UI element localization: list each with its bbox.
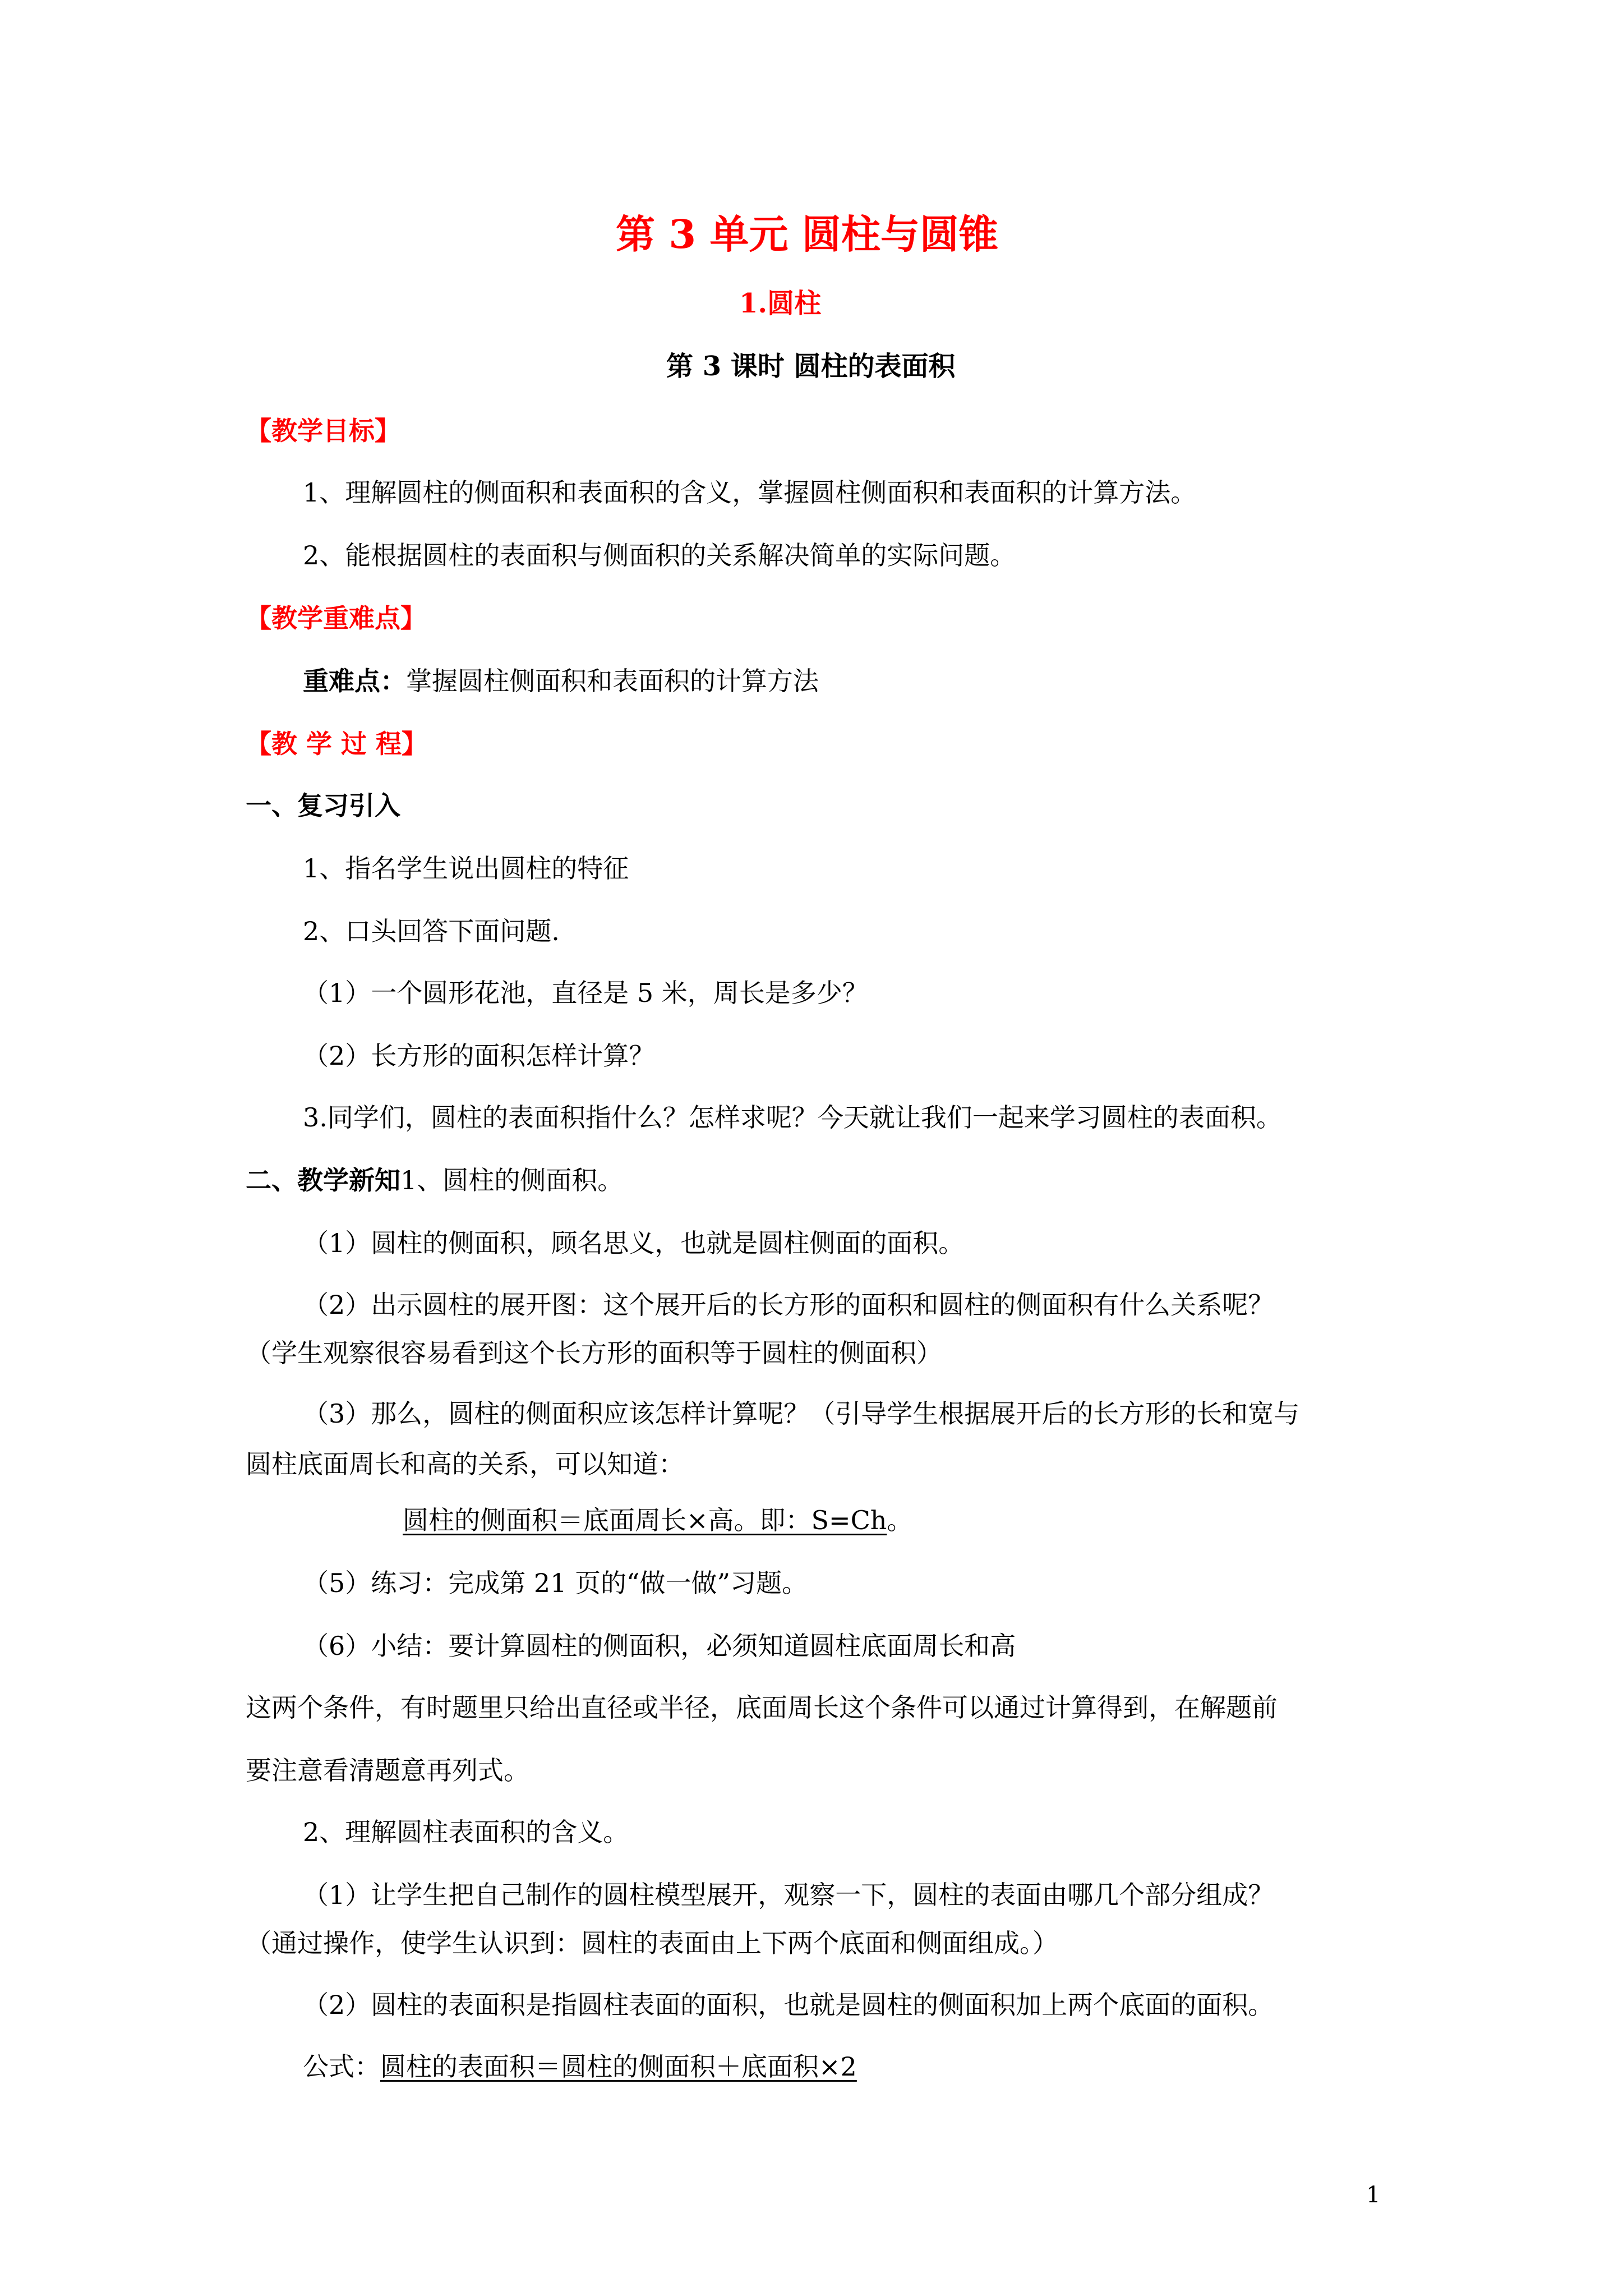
section-2-heading-rest: 1、圆柱的侧面积。: [400, 1165, 624, 1195]
section-2-heading-bold: 二、教学新知: [246, 1165, 400, 1195]
side-area-formula-end: 。: [887, 1505, 913, 1535]
section-2-question-1b: （通过操作，使学生认识到：圆柱的表面由上下两个底面和侧面组成。）: [246, 1928, 1058, 1958]
page-number: 1: [1366, 2182, 1381, 2208]
side-area-formula: [403, 1503, 912, 1537]
section-2-paragraph-3: （3）那么，圆柱的侧面积应该怎样计算呢？（引导学生根据展开后的长方形的长和宽与: [303, 1398, 1300, 1429]
objective-item-1: 1、理解圆柱的侧面积和表面积的含义，掌握圆柱侧面积和表面积的计算方法。: [303, 477, 1197, 508]
section-2-question-1: （1）让学生把自己制作的圆柱模型展开，观察一下，圆柱的表面由哪几个部分组成？: [303, 1880, 1274, 1910]
lesson-title: 第 3 课时 圆柱的表面积: [666, 351, 956, 382]
section-1-item-1: 1、指名学生说出圆柱的特征: [303, 853, 629, 884]
section-1-question-2: （2）长方形的面积怎样计算？: [303, 1041, 655, 1071]
section-2-paragraph-3b: 圆柱底面周长和高的关系，可以知道：: [246, 1449, 684, 1479]
section-2-paragraph-6b: 这两个条件，有时题里只给出直径或半径，底面周长这个条件可以通过计算得到，在解题前: [246, 1692, 1278, 1723]
section-2-paragraph-5: （5）练习：完成第 21 页的“做一做”习题。: [303, 1568, 808, 1598]
objective-item-2: 2、能根据圆柱的表面积与侧面积的关系解决简单的实际问题。: [303, 540, 1016, 570]
section-1-question-1: （1）一个圆形花池，直径是 5 米，周长是多少？: [303, 978, 868, 1008]
key-points-heading: 【教学重难点】: [246, 603, 426, 633]
section-1-item-3: 3.同学们，圆柱的表面积指什么？怎样求呢？今天就让我们一起来学习圆柱的表面积。: [303, 1102, 1282, 1133]
section-1-item-2: 2、口头回答下面问题.: [303, 916, 560, 946]
section-2-paragraph-6: （6）小结：要计算圆柱的侧面积，必须知道圆柱底面周长和高: [303, 1631, 1016, 1661]
objectives-heading: 【教学目标】: [246, 416, 400, 446]
section-2-paragraph-2b: （学生观察很容易看到这个长方形的面积等于圆柱的侧面积）: [246, 1338, 942, 1368]
section-2-part-2: 2、理解圆柱表面积的含义。: [303, 1817, 629, 1847]
section-2-paragraph-6c: 要注意看清题意再列式。: [246, 1755, 529, 1786]
surface-area-formula-text: 圆柱的表面积＝圆柱的侧面积＋底面积×2: [380, 2051, 857, 2082]
key-points-text: [303, 664, 819, 698]
surface-area-formula: [303, 2050, 857, 2083]
section-1-heading: 一、复习引入: [246, 790, 400, 821]
surface-area-formula-label: 公式：: [303, 2051, 380, 2082]
section-2-paragraph-1: （1）圆柱的侧面积，顾名思义，也就是圆柱侧面的面积。: [303, 1228, 965, 1258]
section-subtitle: 1.圆柱: [739, 288, 822, 319]
section-2-heading: [246, 1163, 623, 1197]
section-2-paragraph-2: （2）出示圆柱的展开图：这个展开后的长方形的面积和圆柱的侧面积有什么关系呢？: [303, 1290, 1274, 1320]
section-2-question-2: （2）圆柱的表面积是指圆柱表面的面积，也就是圆柱的侧面积加上两个底面的面积。: [303, 1990, 1274, 2020]
side-area-formula-text: 圆柱的侧面积＝底面周长×高。即：S=Ch: [403, 1505, 887, 1535]
process-heading: 【教 学 过 程】: [246, 729, 428, 759]
key-points-content: 掌握圆柱侧面积和表面积的计算方法: [406, 666, 819, 696]
key-points-label: 重难点：: [303, 666, 406, 696]
document-title: 第 3 单元 圆柱与圆锥: [616, 211, 998, 257]
